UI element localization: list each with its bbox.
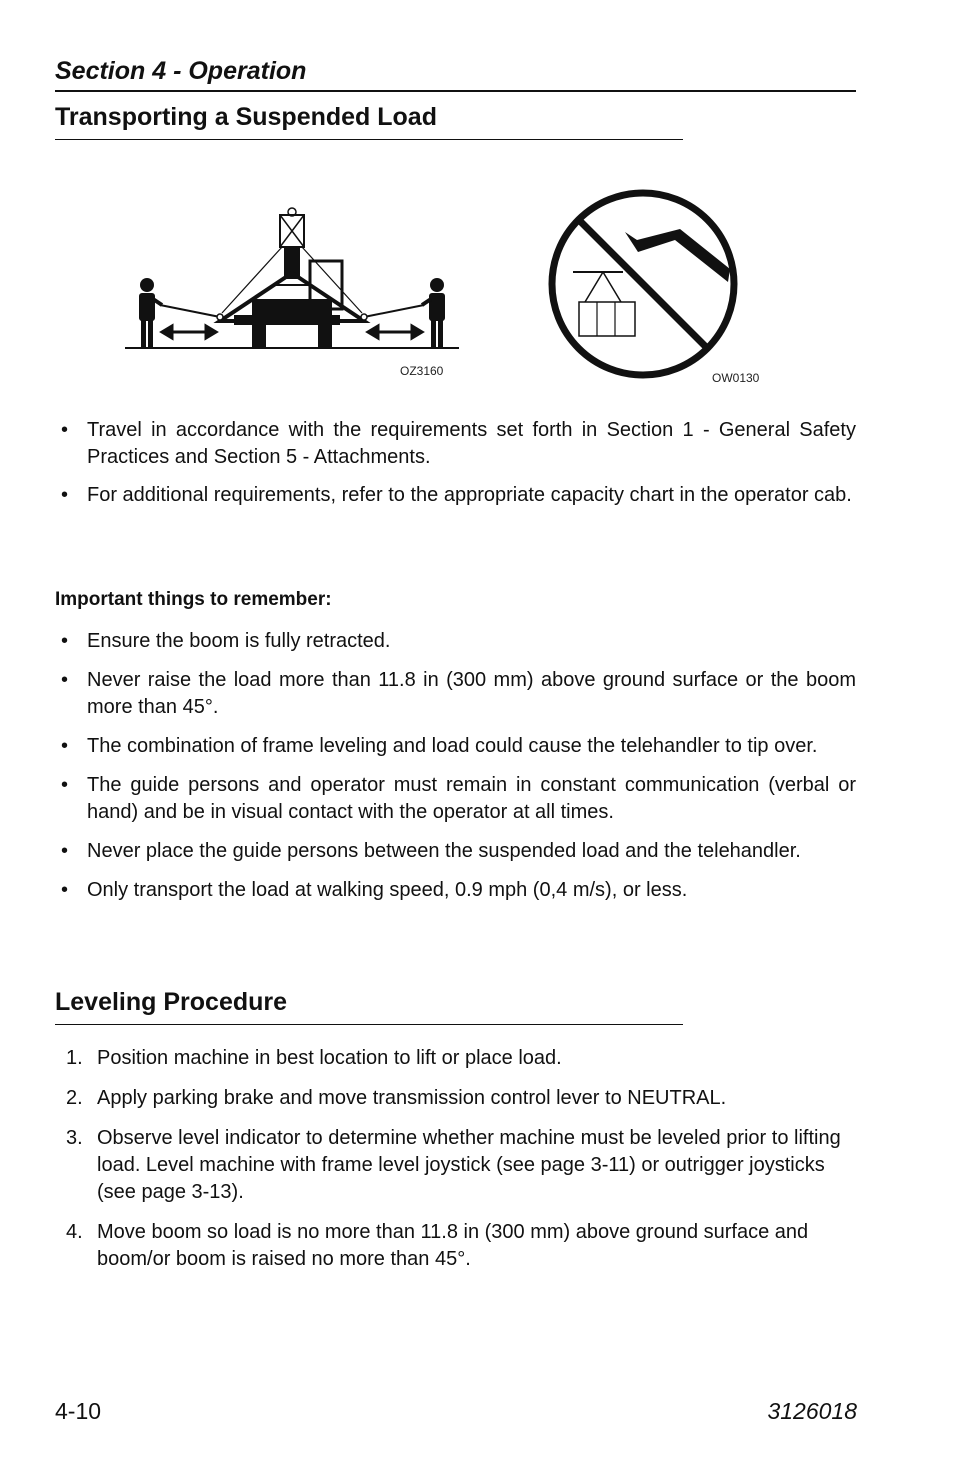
leveling-heading: Leveling Procedure [55, 987, 683, 1025]
list-item: • The combination of frame leveling and load could cause the telehandler to tip over. [55, 733, 856, 760]
list-item: • Only transport the load at walking speed, 0.9 mph (0,4 m/s), or less. [55, 877, 856, 904]
transport-requirements-list [55, 417, 856, 520]
step-number: 4. [66, 1221, 83, 1243]
step-text: Observe level indicator to determine whether machine must be leveled prior to lifting load. Level machine with frame level joystick (see page 3-11) or outrigger joysticks (see page 3-13). [97, 1127, 841, 1203]
guided-load-transport-illustration [122, 205, 462, 355]
step-text: Move boom so load is no more than 11.8 in (300 mm) above ground surface and boom/or boom is raised no more than 45°. [97, 1221, 809, 1270]
list-item: • Never raise the load more than 11.8 in (300 mm) above ground surface or the boom more than 45°. [55, 667, 856, 721]
transport-heading: Transporting a Suspended Load [55, 102, 683, 140]
list-item: • The guide persons and operator must remain in constant communication (verbal or hand) and be in visual contact with the operator at all times. [55, 772, 856, 826]
step-text: Apply parking brake and move transmission control lever to NEUTRAL. [97, 1087, 727, 1109]
step-item [66, 1125, 856, 1206]
figure-left-label: OZ3160 [400, 364, 444, 378]
prohibited-raised-boom-icon [545, 184, 745, 384]
list-item: • Travel in accordance with the requirements set forth in Section 1 - General Safety Practices and Section 5 - Attachments. [55, 417, 856, 471]
remember-list [55, 628, 856, 916]
list-item: • For additional requirements, refer to the appropriate capacity chart in the operator cab. [55, 482, 856, 509]
list-item: • Ensure the boom is fully retracted. [55, 628, 856, 655]
step-text: Position machine in best location to lift or place load. [97, 1047, 562, 1069]
remember-subheading: Important things to remember: [55, 589, 332, 610]
document-number: 3126018 [767, 1398, 857, 1424]
page-number: 4-10 [55, 1398, 102, 1424]
step-item [66, 1219, 856, 1273]
step-number: 1. [66, 1047, 83, 1069]
step-item [66, 1085, 856, 1112]
step-number: 3. [66, 1127, 83, 1149]
figure-right-label: OW0130 [712, 371, 760, 385]
list-item: • Never place the guide persons between the suspended load and the telehandler. [55, 838, 856, 865]
leveling-steps-list [66, 1045, 856, 1286]
section-title: Section 4 - Operation [55, 56, 856, 92]
step-item [66, 1045, 856, 1072]
step-number: 2. [66, 1087, 83, 1109]
